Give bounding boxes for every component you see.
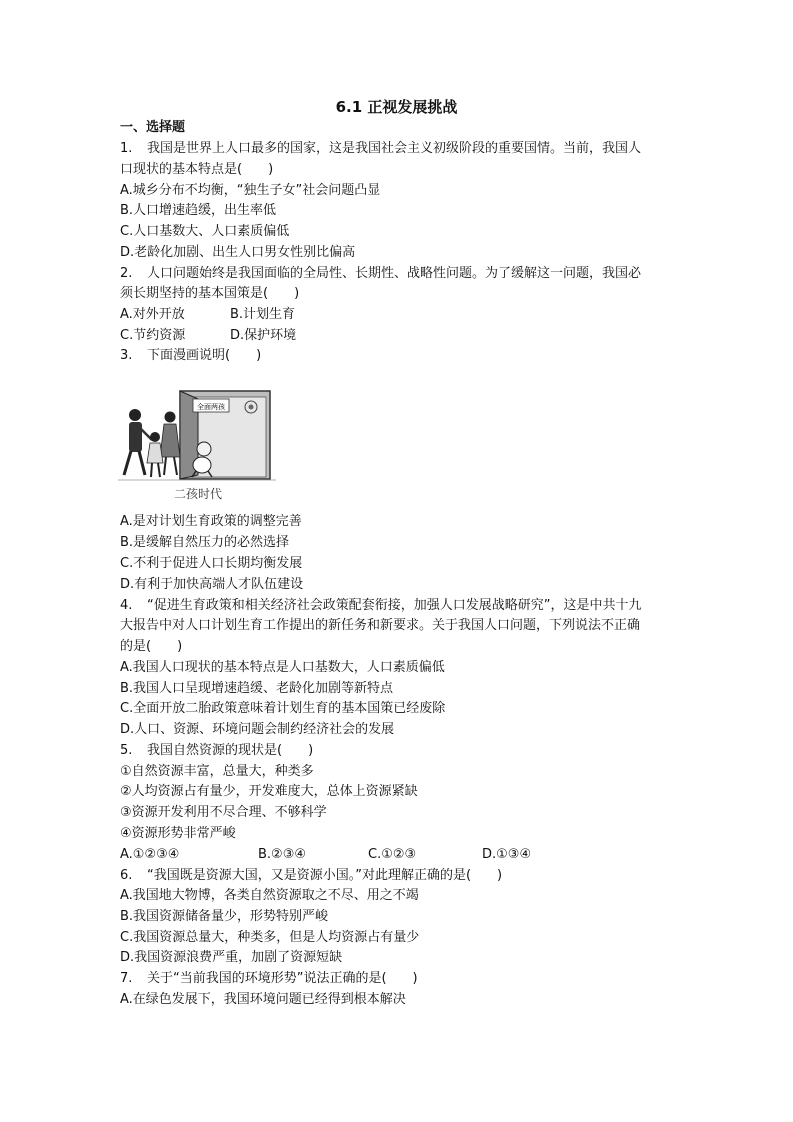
q3-option-c: C.不利于促进人口长期均衡发展 [120, 556, 303, 571]
q5-option-a: A.①②③④ [120, 847, 180, 862]
q4-option-b: B.我国人口呈现增速趋缓、老龄化加剧等新特点 [120, 681, 394, 696]
page-title: 6.1 正视发展挑战 [335, 98, 458, 116]
q2-option-b: B.计划生育 [230, 307, 296, 322]
question-4-stem-cont-2: 的是( ) [120, 639, 183, 654]
door-sign-text: 全面两孩 [197, 403, 225, 411]
q6-option-d: D.我国资源浪费严重，加剧了资源短缺 [120, 950, 343, 965]
q3-option-d: D.有利于加快高端人才队伍建设 [120, 577, 304, 592]
q3-option-a: A.是对计划生育政策的调整完善 [120, 514, 302, 529]
q2-options-row-2 [120, 326, 296, 347]
comic-illustration [118, 385, 278, 505]
q2-option-a: A.对外开放 [120, 307, 185, 322]
question-number: 4. [120, 598, 133, 613]
question-text: “促进生育政策和相关经济社会政策配套衔接，加强人口发展战略研究”，这是中共十九 [147, 598, 642, 613]
q1-option-a: A.城乡分布不均衡，“独生子女”社会问题凸显 [120, 183, 381, 198]
q5-item-1: ①自然资源丰富，总量大，种类多 [120, 764, 314, 779]
question-3-stem [120, 346, 261, 367]
q1-option-d: D.老龄化加剧、出生人口男女性别比偏高 [120, 245, 356, 260]
question-text: 我国自然资源的现状是( ) [147, 743, 314, 758]
question-text: 人口问题始终是我国面临的全局性、长期性、战略性问题。为了缓解这一问题，我国必 [147, 266, 642, 281]
question-6-stem [120, 866, 502, 887]
q5-option-b: B.②③④ [258, 847, 307, 862]
q4-option-c: C.全面开放二胎政策意味着计划生育的基本国策已经废除 [120, 701, 446, 716]
question-number: 1. [120, 141, 133, 156]
question-4-stem-cont-1: 大报告中对人口计划生育工作提出的新任务和新要求。关于我国人口问题，下列说法不正确 [120, 618, 641, 633]
q5-item-2: ②人均资源占有量少，开发难度大，总体上资源紧缺 [120, 784, 418, 799]
q2-option-c: C.节约资源 [120, 328, 186, 343]
q4-option-a: A.我国人口现状的基本特点是人口基数大，人口素质偏低 [120, 660, 445, 675]
q6-option-b: B.我国资源储备量少，形势特别严峻 [120, 909, 329, 924]
question-number: 5. [120, 743, 133, 758]
q5-options-row [120, 845, 531, 866]
q2-options-row-1 [120, 305, 295, 326]
q2-option-d: D.保护环境 [230, 328, 297, 343]
q5-item-3: ③资源开发利用不尽合理、不够科学 [120, 805, 327, 820]
q1-option-b: B.人口增速趋缓，出生率低 [120, 203, 277, 218]
q4-option-d: D.人口、资源、环境问题会制约经济社会的发展 [120, 722, 395, 737]
q5-option-c: C.①②③ [368, 847, 417, 862]
question-2-stem-cont: 须长期坚持的基本国策是( ) [120, 286, 300, 301]
q3-option-b: B.是缓解自然压力的必然选择 [120, 535, 290, 550]
question-text: 关于“当前我国的环境形势”说法正确的是( ) [147, 971, 418, 986]
question-text: 我国是世界上人口最多的国家，这是我国社会主义初级阶段的重要国情。当前，我国人 [147, 141, 642, 156]
question-7-stem [120, 969, 418, 990]
q6-option-a: A.我国地大物博，各类自然资源取之不尽、用之不竭 [120, 888, 419, 903]
question-number: 2. [120, 266, 133, 281]
question-number: 7. [120, 971, 133, 986]
question-number: 3. [120, 348, 133, 363]
question-4-stem [120, 596, 641, 617]
q1-option-c: C.人口基数大、人口素质偏低 [120, 224, 290, 239]
question-text: “我国既是资源大国，又是资源小国。”对此理解正确的是( ) [147, 868, 503, 883]
question-1-stem-cont: 口现状的基本特点是( ) [120, 162, 274, 177]
q5-item-4: ④资源形势非常严峻 [120, 826, 236, 841]
question-text: 下面漫画说明( ) [147, 348, 262, 363]
question-2-stem [120, 264, 641, 285]
q5-option-d: D.①③④ [482, 847, 532, 862]
section-heading: 一、选择题 [120, 120, 186, 135]
question-number: 6. [120, 868, 133, 883]
question-1-stem [120, 139, 641, 160]
q7-option-a: A.在绿色发展下，我国环境问题已经得到根本解决 [120, 992, 406, 1007]
comic-caption: 二孩时代 [173, 487, 223, 501]
question-5-stem [120, 741, 313, 762]
q6-option-c: C.我国资源总量大，种类多，但是人均资源占有量少 [120, 930, 420, 945]
